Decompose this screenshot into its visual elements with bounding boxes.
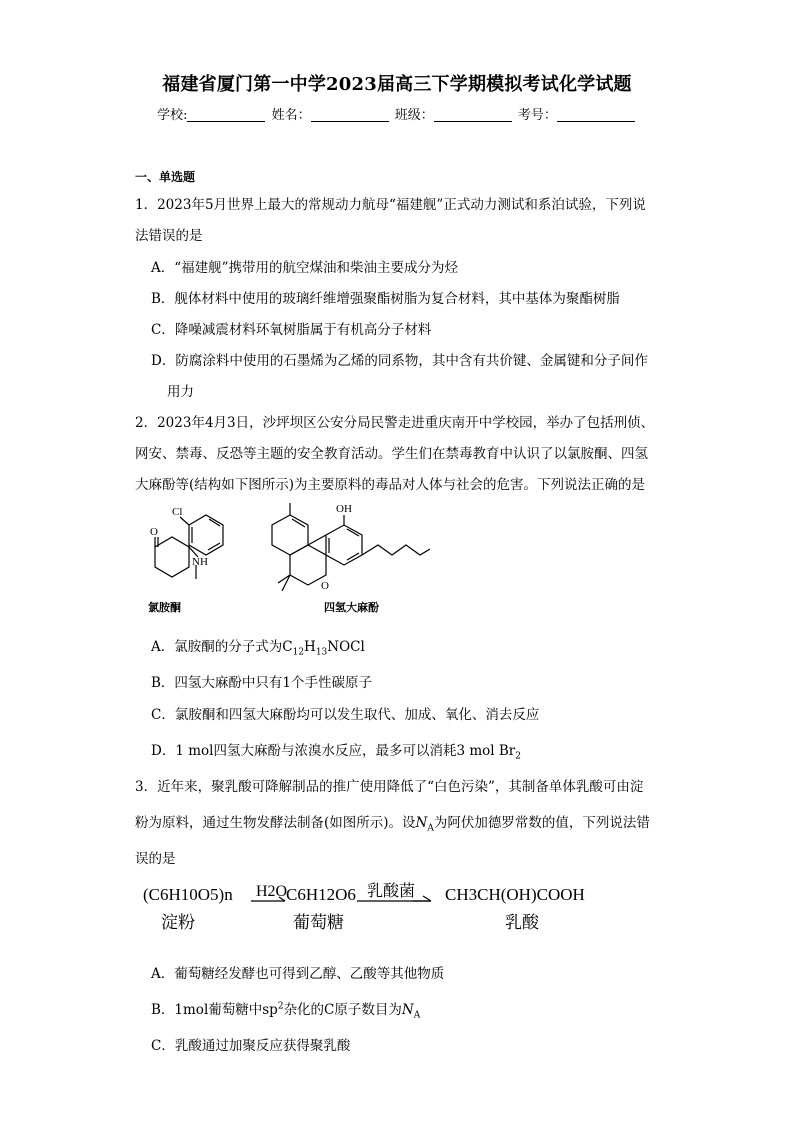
q1-option-c[interactable]: C．降噪减震材料环氧树脂属于有机高分子材料 (151, 322, 432, 338)
q2-option-b[interactable]: B．四氢大麻酚中只有1个手性碳原子 (151, 675, 373, 691)
ketamine-cl-label: Cl (172, 506, 183, 518)
q2-stem-line1: 2．2023年4月3日，沙坪坝区公安分局民警走进重庆南开中学校园，举办了包括刑侦、 (135, 415, 655, 431)
q3-stem-line3: 误的是 (135, 851, 176, 867)
thc-oh-label: OH (336, 503, 352, 515)
q2-stem-line3: 大麻酚等(结构如下图所示)为主要原料的毒品对人体与社会的危害。下列说法正确的是 (135, 477, 646, 493)
arrow2-label: 乳酸菌 (367, 883, 416, 900)
q3-option-a[interactable]: A．葡萄糖经发酵也可得到乙醇、乙酸等其他物质 (151, 966, 445, 982)
q3-reaction-scheme (143, 878, 613, 938)
q3-stem-line1: 3．近年来，聚乳酸可降解制品的推广使用降低了“白色污染”，其制备单体乳酸可由淀 (135, 779, 644, 795)
lactic-name: 乳酸 (505, 913, 539, 932)
glucose-name: 葡萄糖 (293, 913, 344, 932)
name-field[interactable]: 姓名： (272, 104, 391, 123)
lactic-formula: CH3CH(OH)COOH (445, 885, 585, 904)
q1-option-b[interactable]: B．舰体材料中使用的玻璃纤维增强聚酯树脂为复合材料，其中基体为聚酯树脂 (151, 291, 620, 307)
glucose-formula: C6H12O6 (286, 885, 356, 904)
starch-name: 淀粉 (161, 913, 195, 932)
q2-option-a[interactable]: A．氯胺酮的分子式为$C_{12}H_{13}NOCl$ (151, 639, 365, 658)
q1-option-d[interactable]: D．防腐涂料中使用的石墨烯为乙烯的同系物，其中含有共价键、金属键和分子间作 (151, 353, 648, 369)
ketamine-name: 氯胺酮 (148, 602, 181, 614)
page-title: 福建省厦门第一中学2023届高三下学期模拟考试化学试题 (162, 74, 632, 95)
ketamine-o-label: O (150, 526, 158, 538)
thc-name: 四氢大麻酚 (324, 602, 379, 614)
q2-structure-figure (130, 495, 430, 625)
student-info-fields (0, 104, 794, 123)
starch-formula: (C6H10O5)n (143, 885, 233, 904)
q3-option-b[interactable]: B．1mol葡萄糖中$sp^2$杂化的C原子数目为$N_A$ (151, 1001, 421, 1021)
q3-stem-line2: 粉为原料，通过生物发酵法制备(如图所示)。设$N_A$为阿伏加德罗常数的值，下列说法错 (135, 815, 650, 834)
q1-stem-line2: 法错误的是 (135, 228, 203, 244)
school-field[interactable]: 学校: (157, 104, 267, 123)
q3-option-c[interactable]: C．乳酸通过加聚反应获得聚乳酸 (151, 1038, 351, 1054)
section-heading: 一、单选题 (135, 170, 196, 184)
arrow1-label: H2O (256, 883, 288, 900)
q2-stem-line2: 网安、禁毒、反恐等主题的安全教育活动。学生们在禁毒教育中认识了以氯胺酮、四氢 (135, 446, 648, 462)
q1-stem-line1: 1．2023年5月世界上最大的常规动力航母“福建舰”正式动力测试和系泊试验，下列说 (135, 197, 646, 213)
q2-option-c[interactable]: C．氯胺酮和四氢大麻酚均可以发生取代、加成、氧化、消去反应 (151, 707, 540, 723)
ketamine-nh-label: NH (192, 556, 208, 568)
class-field[interactable]: 班级： (395, 104, 514, 123)
thc-o-label: O (321, 580, 329, 592)
q1-option-a[interactable]: A．“福建舰”携带用的航空煤油和柴油主要成分为烃 (151, 260, 459, 276)
exam-number-field[interactable]: 考号： (518, 104, 637, 123)
q1-option-d-cont: 用力 (167, 384, 194, 400)
q2-option-d[interactable]: D．1 mol四氢大麻酚与浓溴水反应，最多可以消耗3 mol $Br_2$ (151, 743, 521, 762)
